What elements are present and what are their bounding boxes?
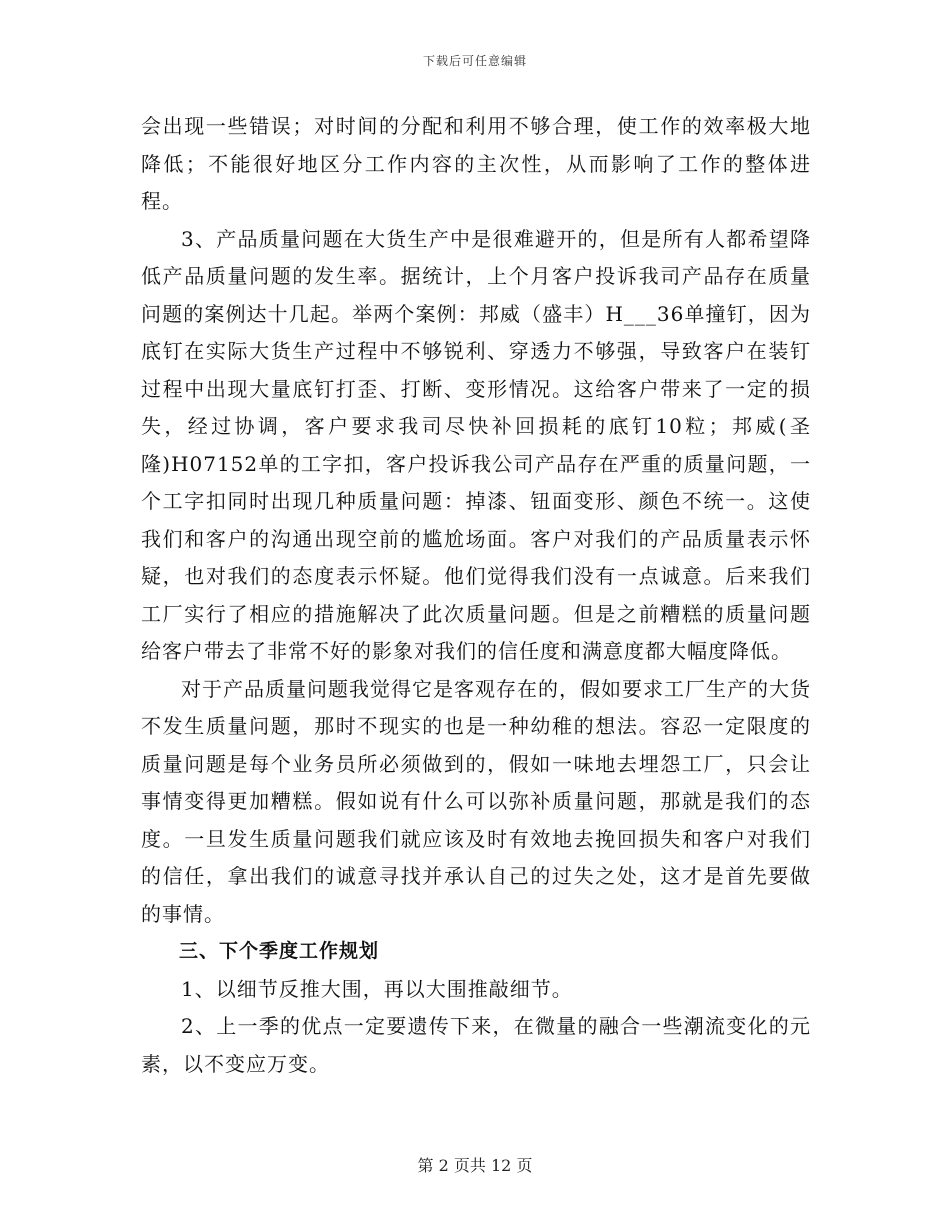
page-header: 下载后可任意编辑 xyxy=(422,54,527,68)
document-body xyxy=(141,108,811,1083)
page-footer: 第 2 页共 12 页 xyxy=(417,1156,533,1175)
paragraph-quality-issues: 3、产品质量问题在大货生产中是很难避开的，但是所有人都希望降低产品质量问题的发生率。据统计，上个月客户投诉我司产品存在质量问题的案例达十几起。举两个案例：邦威（盛丰）H___36单撞钉，因为底钉在实际大货生产过程中不够锐利、穿透力不够强，导致客户在装钉过程中出现大量底钉打歪、打断、变形情况。这给客户带来了一定的损失，经过协调，客户要求我司尽快补回损耗的底钉10粒；邦威(圣隆)H07152单的工字扣，客户投诉我公司产品存在严重的质量问题，一个工字扣同时出现几种质量问题：掉漆、钮面变形、颜色不统一。这使我们和客户的沟通出现空前的尴尬场面。客户对我们的产品质量表示怀疑，也对我们的态度表示怀疑。他们觉得我们没有一点诚意。后来我们工厂实行了相应的措施解决了此次质量问题。但是之前糟糕的质量问题给客户带去了非常不好的影象对我们的信任度和满意度都大幅度降低。 xyxy=(141,226,811,663)
section-heading-next-quarter-plan: 三、下个季度工作规划 xyxy=(179,940,380,962)
paragraph-continuation: 会出现一些错误；对时间的分配和利用不够合理，使工作的效率极大地降低；不能很好地区分工作内容的主次性，从而影响了工作的整体进程。 xyxy=(141,114,811,213)
plan-item-2: 2、上一季的优点一定要遗传下来，在微量的融合一些潮流变化的元素，以不变应万变。 xyxy=(141,1014,811,1076)
paragraph-quality-attitude: 对于产品质量问题我觉得它是客观存在的，假如要求工厂生产的大货不发生质量问题，那时不现实的也是一种幼稚的想法。容忍一定限度的质量问题是每个业务员所必须做到的，假如一味地去埋怨工厂，只会让事情变得更加糟糕。假如说有什么可以弥补质量问题，那就是我们的态度。一旦发生质量问题我们就应该及时有效地去挽回损失和客户对我们的信任，拿出我们的诚意寻找并承认自己的过失之处，这才是首先要做的事情。 xyxy=(141,676,811,926)
plan-item-1: 1、以细节反推大围，再以大围推敲细节。 xyxy=(181,976,573,1001)
